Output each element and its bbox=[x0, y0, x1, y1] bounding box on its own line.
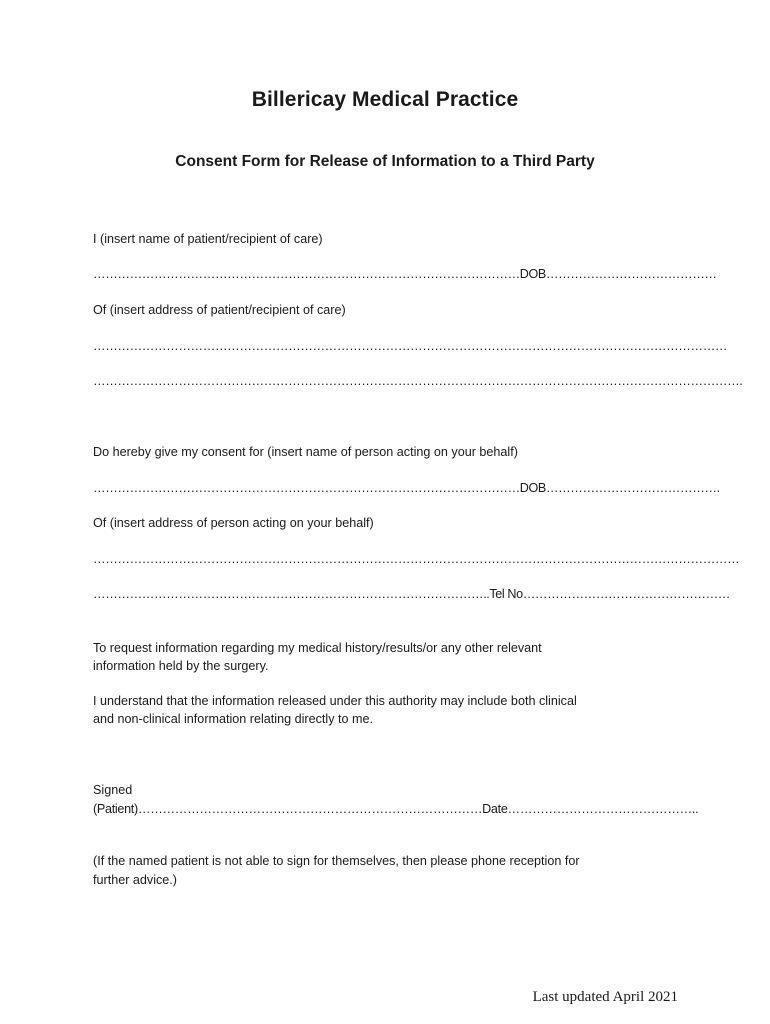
note-line-2: further advice.) bbox=[93, 873, 177, 887]
representative-address-label: Of (insert address of person acting on your behalf) bbox=[93, 516, 374, 530]
representative-address-line: …………………………………………………………………………………………………………………………………………… bbox=[93, 552, 740, 566]
representative-tel-line: ……………………………………………………………………………………..Tel No…………………………………………… bbox=[93, 587, 730, 601]
last-updated: Last updated April 2021 bbox=[532, 989, 678, 1005]
form-title: Consent Form for Release of Information to a Third Party bbox=[175, 153, 595, 170]
note-line-1: (If the named patient is not able to sign for themselves, then please phone reception for bbox=[93, 854, 580, 868]
patient-address-line-2: ……………………………………………………………………………………………………………………………………………. bbox=[93, 374, 743, 388]
patient-name-dob-line: ……………………………………………………………………………………………DOB…………………………………… bbox=[93, 267, 717, 281]
patient-name-label: I (insert name of patient/recipient of care) bbox=[93, 232, 323, 246]
consent-label: Do hereby give my consent for (insert name of person acting on your behalf) bbox=[93, 445, 518, 459]
patient-address-line-1: ………………………………………………………………………………………………………………………………………… bbox=[93, 339, 728, 353]
patient-address-label: Of (insert address of patient/recipient of care) bbox=[93, 303, 346, 317]
signed-label: Signed bbox=[93, 783, 133, 797]
purpose-line-2: information held by the surgery. bbox=[93, 659, 269, 673]
practice-title: Billericay Medical Practice bbox=[251, 88, 519, 111]
purpose-line-1: To request information regarding my medical history/results/or any other relevant bbox=[93, 641, 542, 655]
understand-line-2: and non-clinical information relating directly to me. bbox=[93, 712, 373, 726]
signature-date-line: (Patient)…………………………………………………………………………Date……………………………………….. bbox=[93, 802, 699, 816]
understand-line-1: I understand that the information released under this authority may include both clinical bbox=[93, 694, 577, 708]
representative-name-dob-line: ……………………………………………………………………………………………DOB……………………………………. bbox=[93, 481, 720, 495]
